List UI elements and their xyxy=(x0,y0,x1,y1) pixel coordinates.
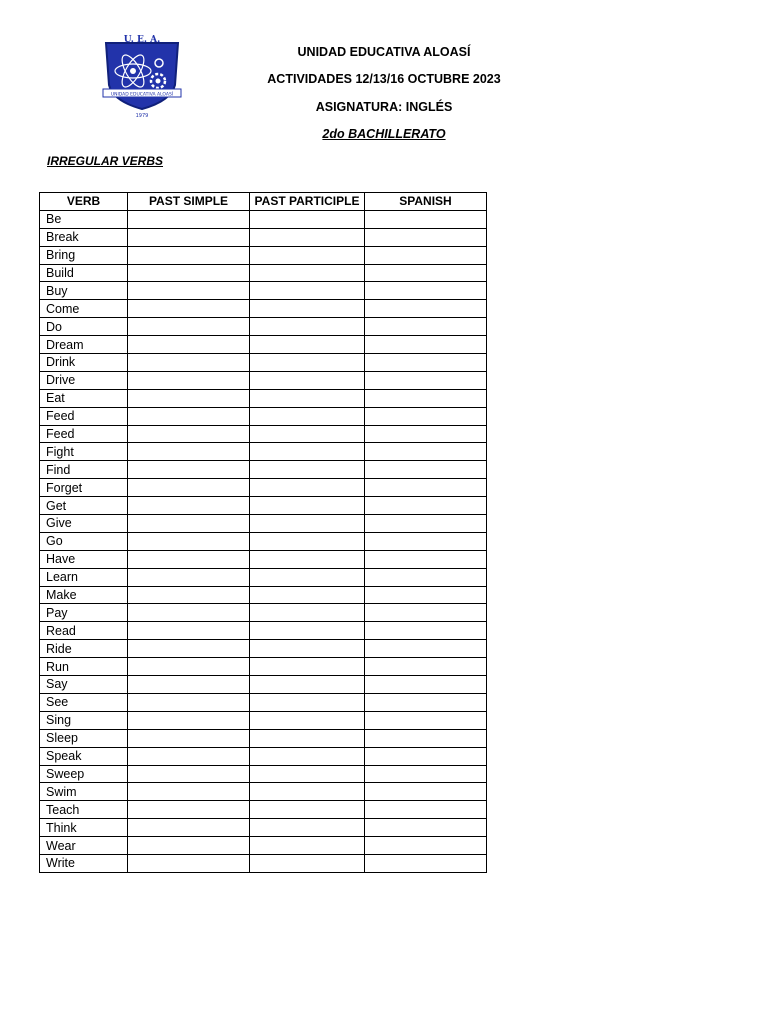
logo-initials: U. E. A. xyxy=(123,35,161,45)
table-row xyxy=(40,389,487,407)
past-participle-cell[interactable] xyxy=(250,282,365,300)
table-row xyxy=(40,676,487,694)
spanish-cell[interactable] xyxy=(365,336,487,354)
spanish-cell[interactable] xyxy=(365,443,487,461)
verb-cell: Swim xyxy=(40,783,128,801)
table-row xyxy=(40,711,487,729)
past-participle-cell[interactable] xyxy=(250,765,365,783)
past-participle-cell[interactable] xyxy=(250,854,365,872)
past-participle-cell[interactable] xyxy=(250,407,365,425)
past-simple-cell[interactable] xyxy=(128,443,250,461)
table-row xyxy=(40,693,487,711)
verb-cell: Forget xyxy=(40,479,128,497)
past-participle-cell[interactable] xyxy=(250,264,365,282)
spanish-cell[interactable] xyxy=(365,604,487,622)
verb-cell: See xyxy=(40,693,128,711)
table-row xyxy=(40,228,487,246)
past-simple-cell[interactable] xyxy=(128,693,250,711)
past-participle-cell[interactable] xyxy=(250,819,365,837)
logo-ribbon-text: UNIDAD EDUCATIVA ALOASÍ xyxy=(110,92,174,98)
past-participle-cell[interactable] xyxy=(250,693,365,711)
past-simple-cell[interactable] xyxy=(128,318,250,336)
table-row xyxy=(40,854,487,872)
past-participle-cell[interactable] xyxy=(250,246,365,264)
verb-cell: Dream xyxy=(40,336,128,354)
spanish-cell[interactable] xyxy=(365,854,487,872)
verb-cell: Say xyxy=(40,676,128,694)
past-participle-cell[interactable] xyxy=(250,497,365,515)
spanish-cell[interactable] xyxy=(365,586,487,604)
past-participle-cell[interactable] xyxy=(250,658,365,676)
spanish-cell[interactable] xyxy=(365,747,487,765)
past-simple-cell[interactable] xyxy=(128,837,250,855)
header-spanish: SPANISH xyxy=(365,193,487,211)
past-simple-cell[interactable] xyxy=(128,336,250,354)
past-simple-cell[interactable] xyxy=(128,586,250,604)
spanish-cell[interactable] xyxy=(365,425,487,443)
verb-cell: Break xyxy=(40,228,128,246)
verb-cell: Sweep xyxy=(40,765,128,783)
table-row xyxy=(40,443,487,461)
past-participle-cell[interactable] xyxy=(250,228,365,246)
table-row xyxy=(40,658,487,676)
verb-cell: Think xyxy=(40,819,128,837)
verb-cell: Bring xyxy=(40,246,128,264)
verb-cell: Speak xyxy=(40,747,128,765)
past-simple-cell[interactable] xyxy=(128,658,250,676)
table-row xyxy=(40,300,487,318)
past-participle-cell[interactable] xyxy=(250,389,365,407)
spanish-cell[interactable] xyxy=(365,210,487,228)
verb-cell: Fight xyxy=(40,443,128,461)
past-participle-cell[interactable] xyxy=(250,604,365,622)
past-participle-cell[interactable] xyxy=(250,568,365,586)
spanish-cell[interactable] xyxy=(365,300,487,318)
past-simple-cell[interactable] xyxy=(128,711,250,729)
past-participle-cell[interactable] xyxy=(250,515,365,533)
past-simple-cell[interactable] xyxy=(128,282,250,300)
spanish-cell[interactable] xyxy=(365,783,487,801)
past-simple-cell[interactable] xyxy=(128,407,250,425)
table-row xyxy=(40,515,487,533)
table-row xyxy=(40,532,487,550)
verb-cell: Give xyxy=(40,515,128,533)
table-row xyxy=(40,747,487,765)
spanish-cell[interactable] xyxy=(365,264,487,282)
grade-line: 2do BACHILLERATO xyxy=(322,127,446,141)
past-simple-cell[interactable] xyxy=(128,550,250,568)
verb-cell: Sing xyxy=(40,711,128,729)
verb-cell: Make xyxy=(40,586,128,604)
verb-cell: Eat xyxy=(40,389,128,407)
verb-cell: Teach xyxy=(40,801,128,819)
table-row xyxy=(40,425,487,443)
table-row xyxy=(40,264,487,282)
past-simple-cell[interactable] xyxy=(128,747,250,765)
spanish-cell[interactable] xyxy=(365,729,487,747)
activities-dates: ACTIVIDADES 12/13/16 OCTUBRE 2023 xyxy=(267,72,501,86)
past-participle-cell[interactable] xyxy=(250,622,365,640)
table-row xyxy=(40,783,487,801)
past-simple-cell[interactable] xyxy=(128,604,250,622)
verb-cell: Sleep xyxy=(40,729,128,747)
table-row xyxy=(40,568,487,586)
subject-line: ASIGNATURA: INGLÉS xyxy=(315,100,453,114)
past-participle-cell[interactable] xyxy=(250,210,365,228)
table-row xyxy=(40,604,487,622)
spanish-cell[interactable] xyxy=(365,389,487,407)
past-participle-cell[interactable] xyxy=(250,837,365,855)
spanish-cell[interactable] xyxy=(365,622,487,640)
past-simple-cell[interactable] xyxy=(128,354,250,372)
table-row xyxy=(40,550,487,568)
spanish-cell[interactable] xyxy=(365,765,487,783)
verb-cell: Be xyxy=(40,210,128,228)
past-participle-cell[interactable] xyxy=(250,729,365,747)
past-participle-cell[interactable] xyxy=(250,443,365,461)
past-simple-cell[interactable] xyxy=(128,371,250,389)
table-row xyxy=(40,479,487,497)
spanish-cell[interactable] xyxy=(365,515,487,533)
verb-cell: Drink xyxy=(40,354,128,372)
past-simple-cell[interactable] xyxy=(128,765,250,783)
table-row xyxy=(40,586,487,604)
past-participle-cell[interactable] xyxy=(250,425,365,443)
past-simple-cell[interactable] xyxy=(128,389,250,407)
verb-cell: Go xyxy=(40,532,128,550)
header-past-simple: PAST SIMPLE xyxy=(128,193,250,211)
spanish-cell[interactable] xyxy=(365,318,487,336)
table-row xyxy=(40,407,487,425)
past-simple-cell[interactable] xyxy=(128,461,250,479)
spanish-cell[interactable] xyxy=(365,407,487,425)
past-simple-cell[interactable] xyxy=(128,729,250,747)
spanish-cell[interactable] xyxy=(365,693,487,711)
past-simple-cell[interactable] xyxy=(128,801,250,819)
spanish-cell[interactable] xyxy=(365,497,487,515)
table-row xyxy=(40,497,487,515)
past-participle-cell[interactable] xyxy=(250,532,365,550)
table-row xyxy=(40,371,487,389)
verb-cell: Feed xyxy=(40,407,128,425)
past-participle-cell[interactable] xyxy=(250,676,365,694)
past-simple-cell[interactable] xyxy=(128,532,250,550)
past-simple-cell[interactable] xyxy=(128,246,250,264)
table-row xyxy=(40,282,487,300)
past-simple-cell[interactable] xyxy=(128,640,250,658)
spanish-cell[interactable] xyxy=(365,819,487,837)
spanish-cell[interactable] xyxy=(365,354,487,372)
table-row xyxy=(40,318,487,336)
table-row xyxy=(40,461,487,479)
spanish-cell[interactable] xyxy=(365,550,487,568)
past-simple-cell[interactable] xyxy=(128,210,250,228)
past-participle-cell[interactable] xyxy=(250,711,365,729)
spanish-cell[interactable] xyxy=(365,640,487,658)
verb-cell: Write xyxy=(40,854,128,872)
past-simple-cell[interactable] xyxy=(128,425,250,443)
table-row xyxy=(40,622,487,640)
table-row xyxy=(40,246,487,264)
past-simple-cell[interactable] xyxy=(128,568,250,586)
past-participle-cell[interactable] xyxy=(250,586,365,604)
spanish-cell[interactable] xyxy=(365,658,487,676)
spanish-cell[interactable] xyxy=(365,461,487,479)
header-past-participle: PAST PARTICIPLE xyxy=(250,193,365,211)
past-participle-cell[interactable] xyxy=(250,461,365,479)
spanish-cell[interactable] xyxy=(365,479,487,497)
past-simple-cell[interactable] xyxy=(128,264,250,282)
spanish-cell[interactable] xyxy=(365,371,487,389)
past-participle-cell[interactable] xyxy=(250,640,365,658)
table-row xyxy=(40,765,487,783)
table-row xyxy=(40,210,487,228)
past-participle-cell[interactable] xyxy=(250,747,365,765)
verb-cell: Find xyxy=(40,461,128,479)
school-logo xyxy=(101,33,183,119)
header-verb: VERB xyxy=(40,193,128,211)
spanish-cell[interactable] xyxy=(365,568,487,586)
past-participle-cell[interactable] xyxy=(250,300,365,318)
past-simple-cell[interactable] xyxy=(128,497,250,515)
spanish-cell[interactable] xyxy=(365,676,487,694)
past-participle-cell[interactable] xyxy=(250,354,365,372)
past-participle-cell[interactable] xyxy=(250,783,365,801)
verb-cell: Read xyxy=(40,622,128,640)
verb-cell: Build xyxy=(40,264,128,282)
verb-cell: Buy xyxy=(40,282,128,300)
spanish-cell[interactable] xyxy=(365,837,487,855)
logo-year: 1979 xyxy=(135,113,149,119)
irregular-verbs-table xyxy=(39,192,487,873)
spanish-cell[interactable] xyxy=(365,282,487,300)
past-participle-cell[interactable] xyxy=(250,479,365,497)
past-participle-cell[interactable] xyxy=(250,336,365,354)
table-header-row xyxy=(40,193,487,211)
past-simple-cell[interactable] xyxy=(128,479,250,497)
table-row xyxy=(40,801,487,819)
table-row xyxy=(40,837,487,855)
past-simple-cell[interactable] xyxy=(128,854,250,872)
section-title: IRREGULAR VERBS xyxy=(47,154,164,168)
verb-cell: Wear xyxy=(40,837,128,855)
verb-cell: Have xyxy=(40,550,128,568)
spanish-cell[interactable] xyxy=(365,532,487,550)
verb-cell: Drive xyxy=(40,371,128,389)
table-row xyxy=(40,819,487,837)
table-row xyxy=(40,729,487,747)
spanish-cell[interactable] xyxy=(365,801,487,819)
verb-cell: Ride xyxy=(40,640,128,658)
verb-cell: Run xyxy=(40,658,128,676)
table-row xyxy=(40,354,487,372)
past-participle-cell[interactable] xyxy=(250,801,365,819)
past-simple-cell[interactable] xyxy=(128,783,250,801)
table-row xyxy=(40,640,487,658)
past-simple-cell[interactable] xyxy=(128,228,250,246)
verb-cell: Do xyxy=(40,318,128,336)
past-participle-cell[interactable] xyxy=(250,318,365,336)
past-simple-cell[interactable] xyxy=(128,819,250,837)
table-row xyxy=(40,336,487,354)
verb-cell: Come xyxy=(40,300,128,318)
school-name: UNIDAD EDUCATIVA ALOASÍ xyxy=(297,45,471,59)
past-participle-cell[interactable] xyxy=(250,550,365,568)
past-simple-cell[interactable] xyxy=(128,300,250,318)
verb-cell: Learn xyxy=(40,568,128,586)
verb-cell: Get xyxy=(40,497,128,515)
spanish-cell[interactable] xyxy=(365,246,487,264)
past-simple-cell[interactable] xyxy=(128,676,250,694)
verb-cell: Feed xyxy=(40,425,128,443)
spanish-cell[interactable] xyxy=(365,711,487,729)
verb-cell: Pay xyxy=(40,604,128,622)
past-participle-cell[interactable] xyxy=(250,371,365,389)
past-simple-cell[interactable] xyxy=(128,515,250,533)
past-simple-cell[interactable] xyxy=(128,622,250,640)
spanish-cell[interactable] xyxy=(365,228,487,246)
